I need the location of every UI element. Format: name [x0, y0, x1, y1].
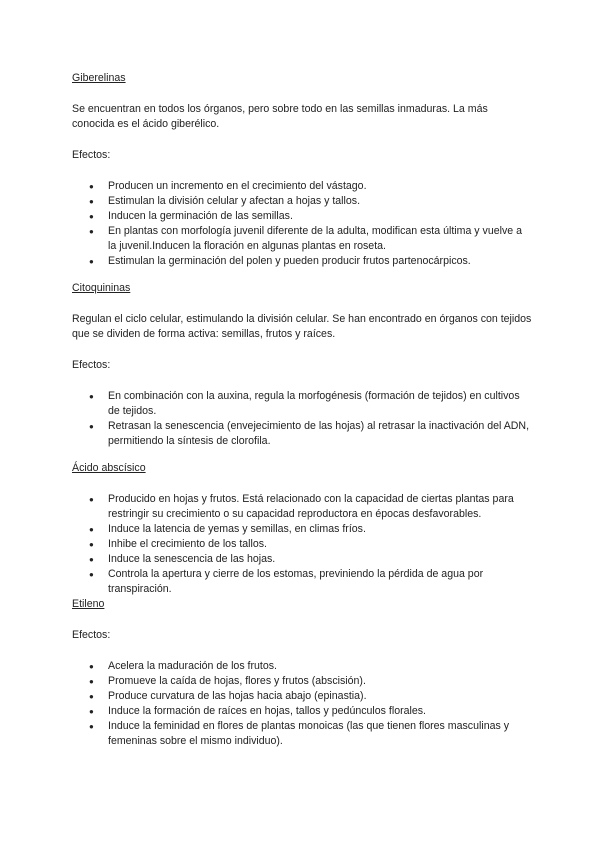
list-item: ● Producen un incremento en el crecimiento del vástago. [72, 179, 532, 194]
section-heading-giberelinas: Giberelinas [72, 72, 126, 84]
effects-list-citoquininas [72, 389, 532, 449]
list-item: ● Induce la senescencia de las hojas. [72, 552, 532, 567]
list-item: ● Inhibe el crecimiento de los tallos. [72, 537, 532, 552]
list-item: ● Producido en hojas y frutos. Está relacionado con la capacidad de ciertas plantas para restringir su crecimiento o su capacidad reproductora en épocas desfavorables. [72, 492, 532, 522]
effects-label-giberelinas: Efectos: [72, 149, 111, 161]
list-item: ● Promueve la caída de hojas, flores y frutos (abscisión). [72, 674, 532, 689]
list-item: ● Retrasan la senescencia (envejecimiento de las hojas) al retrasar la inactivación del ADN, permitiendo la síntesis de clorofila. [72, 419, 532, 449]
list-item: ● Acelera la maduración de los frutos. [72, 659, 532, 674]
list-item: ● En plantas con morfología juvenil diferente de la adulta, modifican esta última y vuelve a la juvenil.Inducen la floración en algunas plantas en roseta. [72, 224, 532, 254]
effects-list-giberelinas [72, 179, 532, 269]
list-item: ● En combinación con la auxina, regula la morfogénesis (formación de tejidos) en cultivos de tejidos. [72, 389, 532, 419]
section-intro-giberelinas: Se encuentran en todos los órganos, pero sobre todo en las semillas inmaduras. La más conocida es el ácido giberélico. [72, 103, 488, 130]
list-item: ● Induce la feminidad en flores de plantas monoicas (las que tienen flores masculinas y femeninas sobre el mismo individuo). [72, 719, 532, 749]
section-heading-acido-abscisico: Ácido abscísico [72, 462, 146, 474]
effects-label-citoquininas: Efectos: [72, 359, 111, 371]
list-item: ● Induce la formación de raíces en hojas, tallos y pedúnculos florales. [72, 704, 532, 719]
list-item: ● Produce curvatura de las hojas hacia abajo (epinastia). [72, 689, 532, 704]
section-heading-etileno: Etileno [72, 598, 105, 610]
list-item: ● Controla la apertura y cierre de los estomas, previniendo la pérdida de agua por transpiración. [72, 567, 532, 597]
list-item: ● Estimulan la germinación del polen y pueden producir frutos partenocárpicos. [72, 254, 532, 269]
list-item: ● Induce la latencia de yemas y semillas, en climas fríos. [72, 522, 532, 537]
document-content [72, 71, 532, 749]
effects-list-etileno [72, 659, 532, 749]
list-item: ● Inducen la germinación de las semillas. [72, 209, 532, 224]
section-heading-citoquininas: Citoquininas [72, 282, 131, 294]
list-item: ● Estimulan la división celular y afectan a hojas y tallos. [72, 194, 532, 209]
section-intro-citoquininas: Regulan el ciclo celular, estimulando la división celular. Se han encontrado en órganos con tejidos que se dividen de forma activa: semillas, frutos y raíces. [72, 313, 532, 340]
effects-label-etileno: Efectos: [72, 629, 111, 641]
effects-list-acido-abscisico [72, 492, 532, 597]
